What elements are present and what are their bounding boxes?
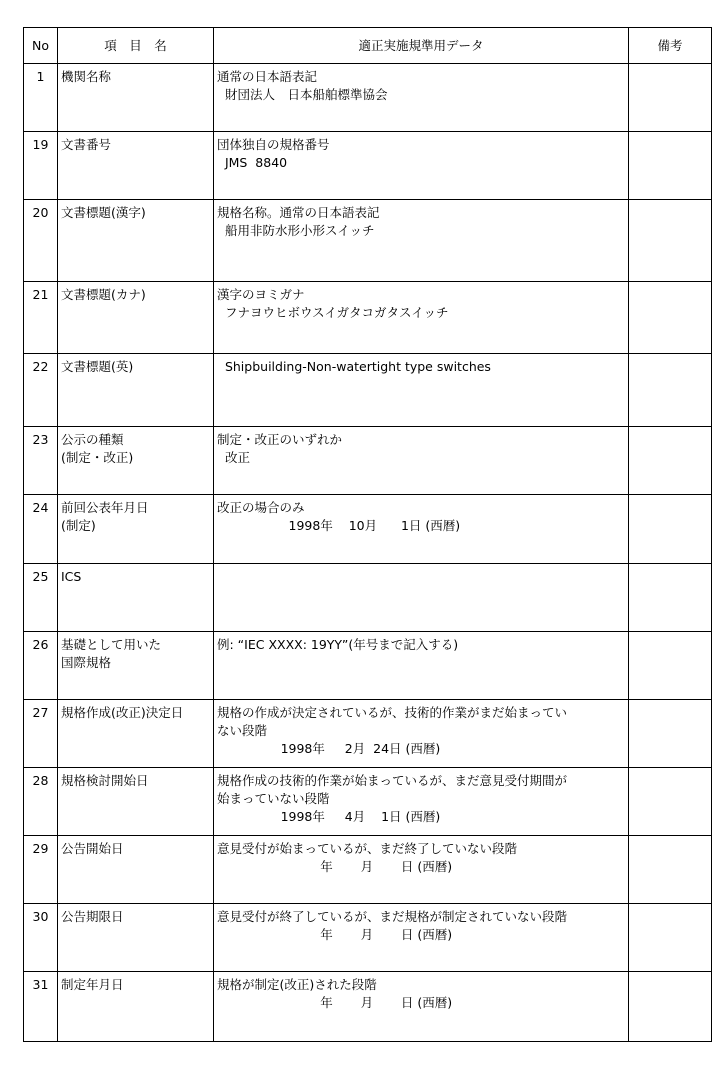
table-row	[24, 495, 712, 564]
row-number: 27	[24, 700, 58, 768]
item-name-line: 前回公表年月日	[61, 500, 149, 515]
row-number: 29	[24, 836, 58, 904]
standard-data-line: 年 月 日 (西暦)	[217, 995, 453, 1010]
standard-data-line: 規格が制定(改正)された段階	[217, 977, 377, 992]
standard-data-cell	[214, 64, 629, 132]
table-body	[24, 64, 712, 1042]
row-number: 25	[24, 564, 58, 632]
remarks-cell	[629, 632, 712, 700]
standard-data-line: 財団法人 日本船舶標準協会	[217, 87, 388, 102]
standard-data-cell	[214, 632, 629, 700]
item-name-line: 公告開始日	[61, 841, 124, 856]
standard-data-line: JMS 8840	[217, 155, 288, 170]
table-row	[24, 354, 712, 427]
standard-data-line: 年 月 日 (西暦)	[217, 927, 453, 942]
standard-data-line: 改正	[217, 450, 250, 465]
standard-data-line: 漢字のヨミガナ	[217, 287, 305, 302]
table-row	[24, 282, 712, 354]
item-name-cell	[58, 354, 214, 427]
table-row	[24, 64, 712, 132]
remarks-cell	[629, 495, 712, 564]
item-name-line: (制定・改正)	[61, 450, 134, 465]
item-name-line: ICS	[61, 569, 82, 584]
row-number: 21	[24, 282, 58, 354]
header-row	[24, 28, 712, 64]
item-name-line: 公告期限日	[61, 909, 124, 924]
table-row	[24, 200, 712, 282]
standard-data-line: ない段階	[217, 723, 268, 738]
standard-data-cell	[214, 427, 629, 495]
remarks-cell	[629, 700, 712, 768]
row-number: 24	[24, 495, 58, 564]
remarks-cell	[629, 836, 712, 904]
item-name-cell	[58, 836, 214, 904]
item-name-line: 文書番号	[61, 137, 112, 152]
standard-data-line: 1998年 2月 24日 (西暦)	[217, 741, 441, 756]
table-row	[24, 904, 712, 972]
item-name-cell	[58, 200, 214, 282]
standard-data-line: フナヨウヒボウスイガタコガタスイッチ	[217, 305, 449, 320]
item-name-cell	[58, 904, 214, 972]
item-name-line: 制定年月日	[61, 977, 124, 992]
item-name-line: 基礎として用いた	[61, 637, 162, 652]
standard-data-cell	[214, 200, 629, 282]
row-number: 22	[24, 354, 58, 427]
standard-data-line: 団体独自の規格番号	[217, 137, 330, 152]
standard-data-line: 意見受付が始まっているが、まだ終了していない段階	[217, 841, 518, 856]
data-form-table	[23, 27, 712, 1042]
item-name-cell	[58, 768, 214, 836]
standard-data-cell	[214, 132, 629, 200]
standard-data-cell	[214, 354, 629, 427]
standard-data-cell	[214, 904, 629, 972]
item-name-cell	[58, 700, 214, 768]
remarks-cell	[629, 282, 712, 354]
item-name-line: 公示の種類	[61, 432, 124, 447]
item-name-line: 文書標題(英)	[61, 359, 134, 374]
row-number: 19	[24, 132, 58, 200]
item-name-cell	[58, 132, 214, 200]
table-row	[24, 632, 712, 700]
remarks-cell	[629, 972, 712, 1042]
remarks-cell	[629, 64, 712, 132]
remarks-cell	[629, 200, 712, 282]
item-name-cell	[58, 282, 214, 354]
standard-data-line: 通常の日本語表記	[217, 69, 318, 84]
standard-data-line: 1998年 4月 1日 (西暦)	[217, 809, 441, 824]
item-name-line: 機関名称	[61, 69, 112, 84]
row-number: 26	[24, 632, 58, 700]
standard-data-line: 始まっていない段階	[217, 791, 330, 806]
row-number: 1	[24, 64, 58, 132]
table-row	[24, 972, 712, 1042]
standard-data-line: 年 月 日 (西暦)	[217, 859, 453, 874]
item-name-line: (制定)	[61, 518, 96, 533]
row-number: 28	[24, 768, 58, 836]
standard-data-line: 改正の場合のみ	[217, 500, 305, 515]
remarks-cell	[629, 904, 712, 972]
standard-data-cell	[214, 768, 629, 836]
row-number: 30	[24, 904, 58, 972]
standard-data-line: Shipbuilding-Non-watertight type switches	[217, 359, 491, 374]
item-name-line: 規格作成(改正)決定日	[61, 705, 184, 720]
remarks-cell	[629, 132, 712, 200]
standard-data-cell	[214, 282, 629, 354]
standard-data-line: 規格の作成が決定されているが、技術的作業がまだ始まってい	[217, 705, 568, 720]
item-name-line: 国際規格	[61, 655, 112, 670]
remarks-cell	[629, 564, 712, 632]
standard-data-line: 規格作成の技術的作業が始まっているが、まだ意見受付期間が	[217, 773, 568, 788]
header-data: 適正実施規準用データ	[214, 28, 629, 64]
standard-data-line: 制定・改正のいずれか	[217, 432, 343, 447]
item-name-cell	[58, 564, 214, 632]
standard-data-cell	[214, 836, 629, 904]
header-item: 項 目 名	[58, 28, 214, 64]
item-name-line: 規格検討開始日	[61, 773, 149, 788]
item-name-cell	[58, 632, 214, 700]
row-number: 23	[24, 427, 58, 495]
row-number: 31	[24, 972, 58, 1042]
item-name-cell	[58, 427, 214, 495]
standard-data-line: 船用非防水形小形スイッチ	[217, 223, 375, 238]
standard-data-cell	[214, 972, 629, 1042]
header-no: No	[24, 28, 58, 64]
remarks-cell	[629, 427, 712, 495]
item-name-line: 文書標題(漢字)	[61, 205, 146, 220]
standard-data-cell	[214, 700, 629, 768]
remarks-cell	[629, 354, 712, 427]
item-name-cell	[58, 972, 214, 1042]
table-row	[24, 768, 712, 836]
table-row	[24, 700, 712, 768]
standard-data-line: 規格名称。通常の日本語表記	[217, 205, 380, 220]
table-row	[24, 132, 712, 200]
table-row	[24, 427, 712, 495]
header-note: 備考	[629, 28, 712, 64]
item-name-cell	[58, 495, 214, 564]
row-number: 20	[24, 200, 58, 282]
standard-data-line: 例: “IEC XXXX: 19YY”(年号まで記入する)	[217, 637, 459, 652]
remarks-cell	[629, 768, 712, 836]
table-row	[24, 836, 712, 904]
item-name-cell	[58, 64, 214, 132]
standard-data-line: 意見受付が終了しているが、まだ規格が制定されていない段階	[217, 909, 568, 924]
table-row	[24, 564, 712, 632]
item-name-line: 文書標題(カナ)	[61, 287, 146, 302]
standard-data-cell	[214, 495, 629, 564]
standard-data-line: 1998年 10月 1日 (西暦)	[217, 518, 461, 533]
standard-data-cell	[214, 564, 629, 632]
